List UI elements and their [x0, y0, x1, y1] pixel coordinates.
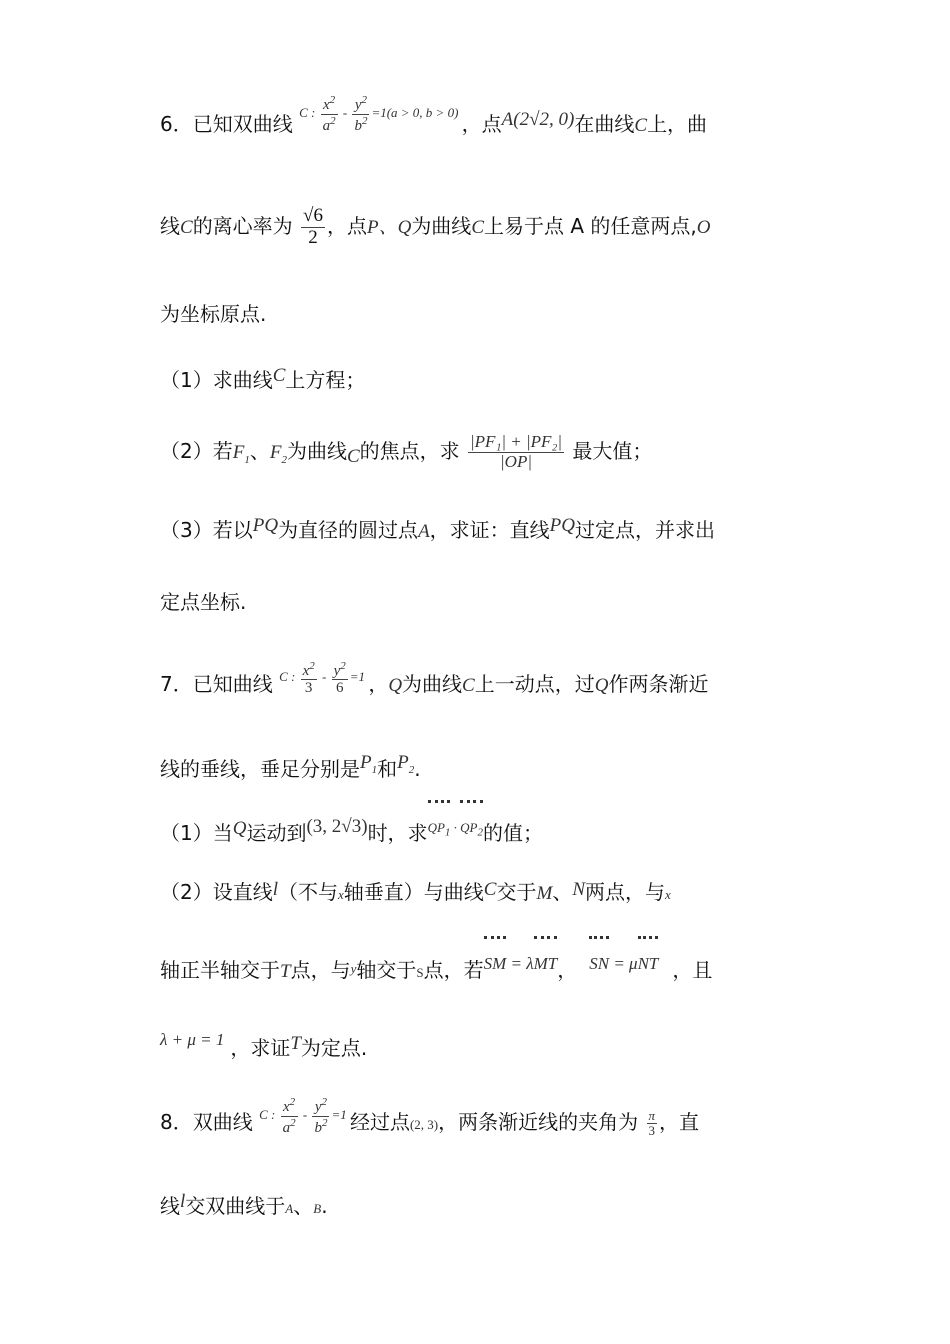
eq-tail: =1(a > 0, b > 0): [371, 105, 459, 120]
point-t: T: [290, 1033, 301, 1054]
fraction-y2-b2: [352, 94, 369, 134]
problem-7-part-2-line-3: [160, 1010, 810, 1070]
vec: QP: [427, 820, 445, 835]
eq-x: x: [323, 97, 330, 114]
text: 过定点，并求出: [575, 518, 715, 542]
problem-7-part-1: [160, 797, 810, 857]
text: （不与: [278, 880, 339, 904]
fraction-y2-b2: [312, 1096, 329, 1136]
problem-7-line-2: [160, 733, 810, 793]
frac-num: |PF₁| + |PF₂|: [470, 432, 563, 452]
point-t: T: [280, 961, 291, 982]
text: 设直线: [212, 880, 273, 904]
focus-f2: [269, 442, 287, 466]
sub: 1: [444, 826, 451, 839]
text: 交于: [496, 880, 537, 904]
problem-6-part-3-cont: [160, 572, 810, 632]
text: 点，与: [290, 958, 351, 982]
minus: -: [299, 1107, 311, 1122]
symbol-q: Q: [388, 675, 403, 696]
points-pq: P、Q: [366, 217, 412, 238]
text: 线: [160, 214, 180, 238]
sub: 2: [477, 826, 483, 839]
frac-den: |OP|: [500, 452, 533, 471]
sub: 2: [281, 453, 287, 466]
text: 运动到: [246, 821, 307, 845]
sup: 2: [361, 94, 368, 107]
text: 最大值；: [572, 439, 653, 463]
text: 为定点.: [300, 1036, 368, 1060]
problem-number: 7．: [160, 672, 193, 696]
text: 若: [212, 439, 233, 463]
fraction-y2-6: [332, 660, 348, 697]
vector-sn: SN: [589, 934, 609, 994]
text: 交双曲线于: [185, 1194, 286, 1218]
vector-sm: SM: [484, 934, 507, 994]
text: 经过点: [349, 1110, 410, 1134]
segment-pq: PQ: [549, 515, 575, 536]
problem-6-part-2: [160, 421, 810, 481]
hyperbola-equation: [259, 1096, 350, 1136]
separator: 、: [552, 880, 573, 904]
text: ，点: [326, 214, 367, 238]
separator: 、: [249, 439, 270, 463]
eq-y: y: [333, 662, 341, 679]
text: 为坐标原点.: [160, 302, 267, 326]
eq-lambda: = λ: [506, 954, 534, 973]
axis-x: x: [665, 887, 671, 902]
eq-lead: C :: [259, 1107, 279, 1122]
segment-pq: PQ: [252, 515, 279, 536]
dot: ·: [450, 820, 461, 835]
sup: 2: [309, 659, 315, 672]
text: 为曲线: [402, 672, 463, 696]
text: 为曲线: [411, 214, 472, 238]
symbol-q: Q: [232, 818, 247, 839]
symbol-c: C: [180, 217, 193, 238]
condition: λ + μ = 1: [160, 1030, 225, 1049]
text: 上易于点 A 的任意两点,: [484, 214, 697, 238]
text: ，且: [672, 958, 713, 982]
eq-y: y: [354, 97, 362, 114]
text: 和: [377, 757, 398, 781]
text: ，直: [659, 1110, 700, 1134]
text: 已知双曲线: [192, 112, 293, 136]
vector-equation-2: [589, 954, 658, 973]
text: 的焦点，求: [359, 439, 460, 463]
problem-7-part-2-line-2: [160, 934, 810, 994]
text: 线: [160, 1194, 180, 1218]
point-a: A(2√2, 0): [501, 109, 575, 130]
eq-lead: C :: [299, 105, 319, 120]
point: (2, 3): [409, 1117, 439, 1132]
text: .: [321, 1194, 328, 1218]
line-l: l: [180, 1191, 186, 1212]
point-s: S: [416, 965, 424, 980]
ecc-den: 2: [308, 227, 318, 248]
sup: 2: [289, 1096, 296, 1109]
comma: ，: [557, 958, 578, 982]
eq-x: x: [283, 1099, 290, 1116]
part-label: （2）: [160, 880, 213, 904]
text: ，两条渐近线的夹角为: [438, 1110, 639, 1134]
text: ，求证：直线: [429, 518, 550, 542]
point-a: A: [285, 1201, 294, 1216]
focus-f1: [232, 442, 250, 466]
eccentricity-fraction: [301, 206, 325, 249]
part-label: （1）: [160, 368, 213, 392]
text: 双曲线: [192, 1110, 253, 1134]
f: F: [232, 442, 245, 463]
fraction-x2-3: [301, 660, 317, 697]
eq-lead: C :: [279, 669, 299, 684]
eq-a: a: [282, 1119, 291, 1136]
point-n: N: [572, 879, 585, 900]
text: 作两条渐近: [608, 672, 709, 696]
point: (3, 2√3): [306, 816, 368, 837]
point-m: M: [536, 883, 553, 904]
eq-den: 3: [304, 680, 313, 697]
fraction-x2-a2: [321, 94, 338, 134]
fraction-x2-a2: [281, 1096, 298, 1136]
vector-mt: MT: [534, 934, 558, 994]
problem-8-line-1: [160, 1085, 810, 1145]
text: 时，求: [367, 821, 428, 845]
problem-number: 6．: [160, 112, 193, 136]
part-label: （2）: [160, 439, 213, 463]
vec: QP: [460, 820, 478, 835]
sup: 2: [361, 114, 368, 127]
minus: -: [339, 105, 351, 120]
eq-tail: =1: [331, 1107, 347, 1122]
text: 当: [212, 821, 233, 845]
problem-6-line-1: [160, 83, 810, 143]
text: 上，曲: [647, 112, 708, 136]
text: 为直径的圆过点: [278, 518, 419, 542]
eq-mu: = μ: [609, 954, 638, 973]
problem-6-line-3: [160, 284, 810, 344]
axis-x: x: [338, 887, 344, 902]
foot-p1: [360, 752, 378, 776]
text: 的值；: [483, 821, 543, 845]
text: 定点坐标.: [160, 590, 247, 614]
part-label: （3）: [160, 518, 213, 542]
text: 求曲线: [212, 368, 273, 392]
text: 点，若: [423, 958, 484, 982]
eq-den: 6: [335, 680, 344, 697]
text: 的离心率为: [192, 214, 293, 238]
symbol-o: O: [696, 217, 711, 238]
ratio-fraction: [468, 433, 564, 471]
text: 两点，与: [585, 880, 665, 904]
axis-y: y: [350, 961, 357, 976]
symbol-a: A: [418, 521, 430, 542]
vector-qp2: [460, 798, 483, 863]
sup: 2: [340, 659, 346, 672]
eq-tail: =1: [349, 669, 366, 684]
line-l: l: [272, 879, 279, 900]
eq-b: b: [354, 117, 362, 134]
text: 轴垂直）与曲线: [343, 880, 484, 904]
f: F: [269, 442, 282, 463]
problem-6-part-1: [160, 346, 810, 406]
problem-7-part-2: [160, 860, 810, 920]
text: 上方程；: [285, 368, 366, 392]
text: 若以: [212, 518, 253, 542]
symbol-c: C: [483, 879, 497, 900]
eq-b: b: [314, 1119, 322, 1136]
sub: 1: [371, 763, 378, 776]
sup: 2: [321, 1116, 328, 1129]
problem-6-part-3: [160, 496, 810, 556]
foot-p2: [397, 752, 415, 776]
symbol-c: C: [634, 115, 648, 136]
eq-x: x: [302, 662, 310, 679]
problem-number: 8．: [160, 1110, 193, 1134]
problem-6-line-2: [160, 196, 810, 256]
curve-equation: [279, 659, 368, 697]
text: ，求证: [230, 1036, 291, 1060]
p: P: [397, 752, 409, 773]
point-b: B: [313, 1201, 322, 1216]
vector-product: [427, 820, 483, 839]
sub: 1: [244, 453, 250, 466]
vector-qp1: [428, 798, 451, 863]
eq-a: a: [322, 117, 331, 134]
eq-y: y: [314, 1099, 322, 1116]
sub: 2: [408, 763, 415, 776]
symbol-c: C: [346, 446, 360, 467]
vector-nt: NT: [638, 934, 659, 994]
three: 3: [648, 1123, 655, 1138]
pi: π: [648, 1107, 656, 1123]
minus: -: [318, 669, 330, 684]
text: 为曲线: [286, 439, 347, 463]
hyperbola-equation: [299, 94, 462, 134]
text: .: [414, 757, 421, 781]
sup: 2: [329, 94, 336, 107]
separator: 、: [293, 1194, 314, 1218]
sup: 2: [321, 1096, 328, 1109]
problem-7-line-1: [160, 647, 810, 707]
text: 已知曲线: [192, 672, 273, 696]
sup: 2: [290, 1116, 296, 1129]
text: ，点: [461, 112, 502, 136]
text: 在曲线: [574, 112, 635, 136]
problem-8-line-2: [160, 1172, 810, 1232]
symbol-c: C: [462, 675, 475, 696]
symbol-c: C: [471, 217, 484, 238]
text: 线的垂线，垂足分别是: [160, 757, 360, 781]
symbol-q: Q: [594, 675, 609, 696]
symbol-c: C: [272, 365, 286, 386]
text: 轴正半轴交于: [160, 958, 280, 982]
sup: 2: [330, 114, 336, 127]
angle-fraction: [647, 1109, 658, 1139]
p: P: [360, 752, 372, 773]
part-label: （1）: [160, 821, 213, 845]
text: ，: [368, 672, 389, 696]
vector-equation-1: [484, 954, 558, 973]
text: 上一动点，过: [474, 672, 595, 696]
text: 轴交于: [356, 958, 417, 982]
ecc-num: √6: [303, 205, 323, 227]
